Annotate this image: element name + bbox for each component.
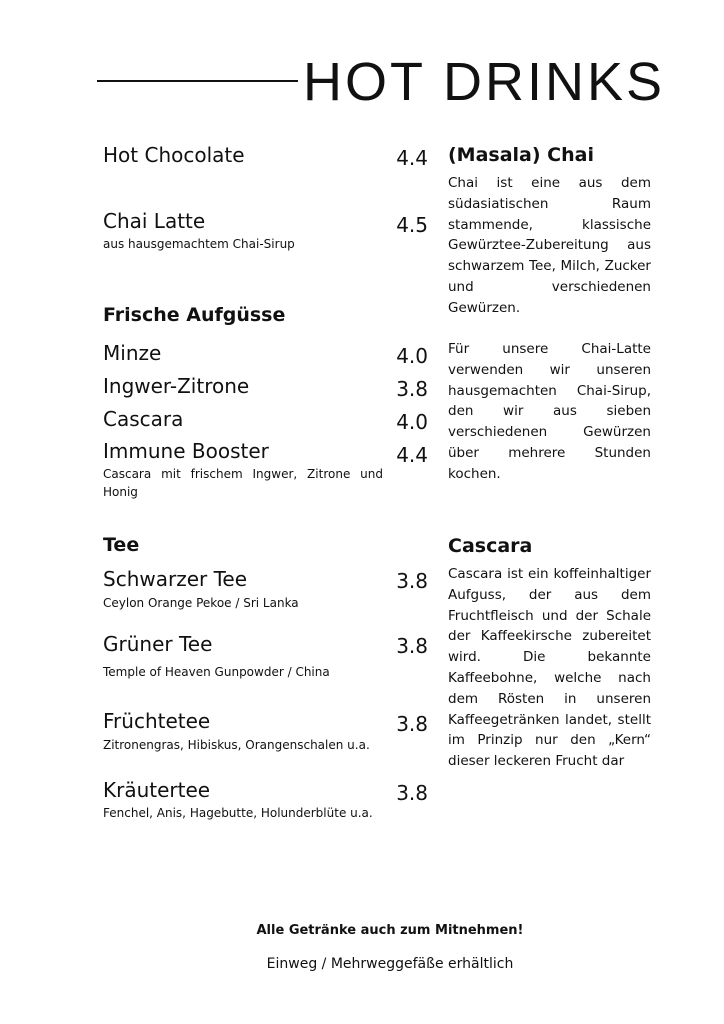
- item-name-cascara: Cascara: [103, 407, 184, 431]
- item-desc-gruener-tee: Temple of Heaven Gunpowder / China: [103, 665, 330, 679]
- item-price-chai-latte: 4.5: [396, 213, 428, 237]
- info-paragraph-cascara: Cascara ist ein koffeinhaltiger Aufguss, der aus dem Fruchtfleisch und der Schale der Kaffeekirsche zubereitet wird. Die bekannte Kaffeebohne, welche nach dem Rösten in unseren Kaffeegetränken landet, stellt im Prinzip nur den „Kern“ dieser leckeren Frucht dar: [448, 566, 651, 770]
- item-name-fruechtetee: Früchtetee: [103, 709, 211, 733]
- item-price-fruechtetee: 3.8: [396, 712, 428, 736]
- item-name-hot-chocolate: Hot Chocolate: [103, 143, 245, 167]
- info-paragraph-chai-2: Für unsere Chai-Latte verwenden wir unseren hausgemachten Chai-Sirup, den wir aus sieben verschiedenen Gewürzen über mehrere Stunden kochen.: [448, 341, 651, 482]
- footer-cup-note: Einweg / Mehrweggefäße erhältlich: [266, 956, 514, 972]
- item-name-immune-booster: Immune Booster: [103, 439, 269, 463]
- item-price-hot-chocolate: 4.4: [396, 146, 428, 170]
- item-price-cascara: 4.0: [396, 410, 428, 434]
- page-title: HOT DRINKS: [303, 52, 666, 112]
- item-desc-chai-latte: aus hausgemachtem Chai-Sirup: [103, 237, 295, 251]
- item-price-kraeutertee: 3.8: [396, 781, 428, 805]
- item-name-gruener-tee: Grüner Tee: [103, 632, 213, 656]
- item-price-schwarzer-tee: 3.8: [396, 569, 428, 593]
- section-heading-frische-aufguesse: Frische Aufgüsse: [103, 304, 286, 326]
- info-paragraph-chai-1: Chai ist eine aus dem südasiatischen Raum stammende, klassische Gewürztee-Zubereitung aus schwarzem Tee, Milch, Zucker und verschiedenen Gewürzen.: [448, 175, 651, 316]
- item-desc-kraeutertee: Fenchel, Anis, Hagebutte, Holunderblüte u.a.: [103, 806, 373, 820]
- item-desc-fruechtetee: Zitronengras, Hibiskus, Orangenschalen u.a.: [103, 738, 370, 752]
- item-name-minze: Minze: [103, 341, 162, 365]
- item-desc-immune-booster: Cascara mit frischem Ingwer, Zitrone und Honig: [103, 467, 383, 499]
- title-rule: [97, 80, 298, 82]
- item-name-kraeutertee: Kräutertee: [103, 778, 211, 802]
- footer-takeaway-note: Alle Getränke auch zum Mitnehmen!: [256, 923, 524, 938]
- item-desc-schwarzer-tee: Ceylon Orange Pekoe / Sri Lanka: [103, 596, 299, 610]
- item-price-ingwer-zitrone: 3.8: [396, 377, 428, 401]
- item-name-schwarzer-tee: Schwarzer Tee: [103, 567, 248, 591]
- item-name-ingwer-zitrone: Ingwer-Zitrone: [103, 374, 250, 398]
- item-name-chai-latte: Chai Latte: [103, 209, 206, 233]
- item-price-gruener-tee: 3.8: [396, 634, 428, 658]
- item-price-immune-booster: 4.4: [396, 443, 428, 467]
- item-price-minze: 4.0: [396, 344, 428, 368]
- info-heading-cascara: Cascara: [448, 535, 533, 557]
- section-heading-tee: Tee: [103, 534, 140, 556]
- info-heading-masala-chai: (Masala) Chai: [448, 144, 594, 166]
